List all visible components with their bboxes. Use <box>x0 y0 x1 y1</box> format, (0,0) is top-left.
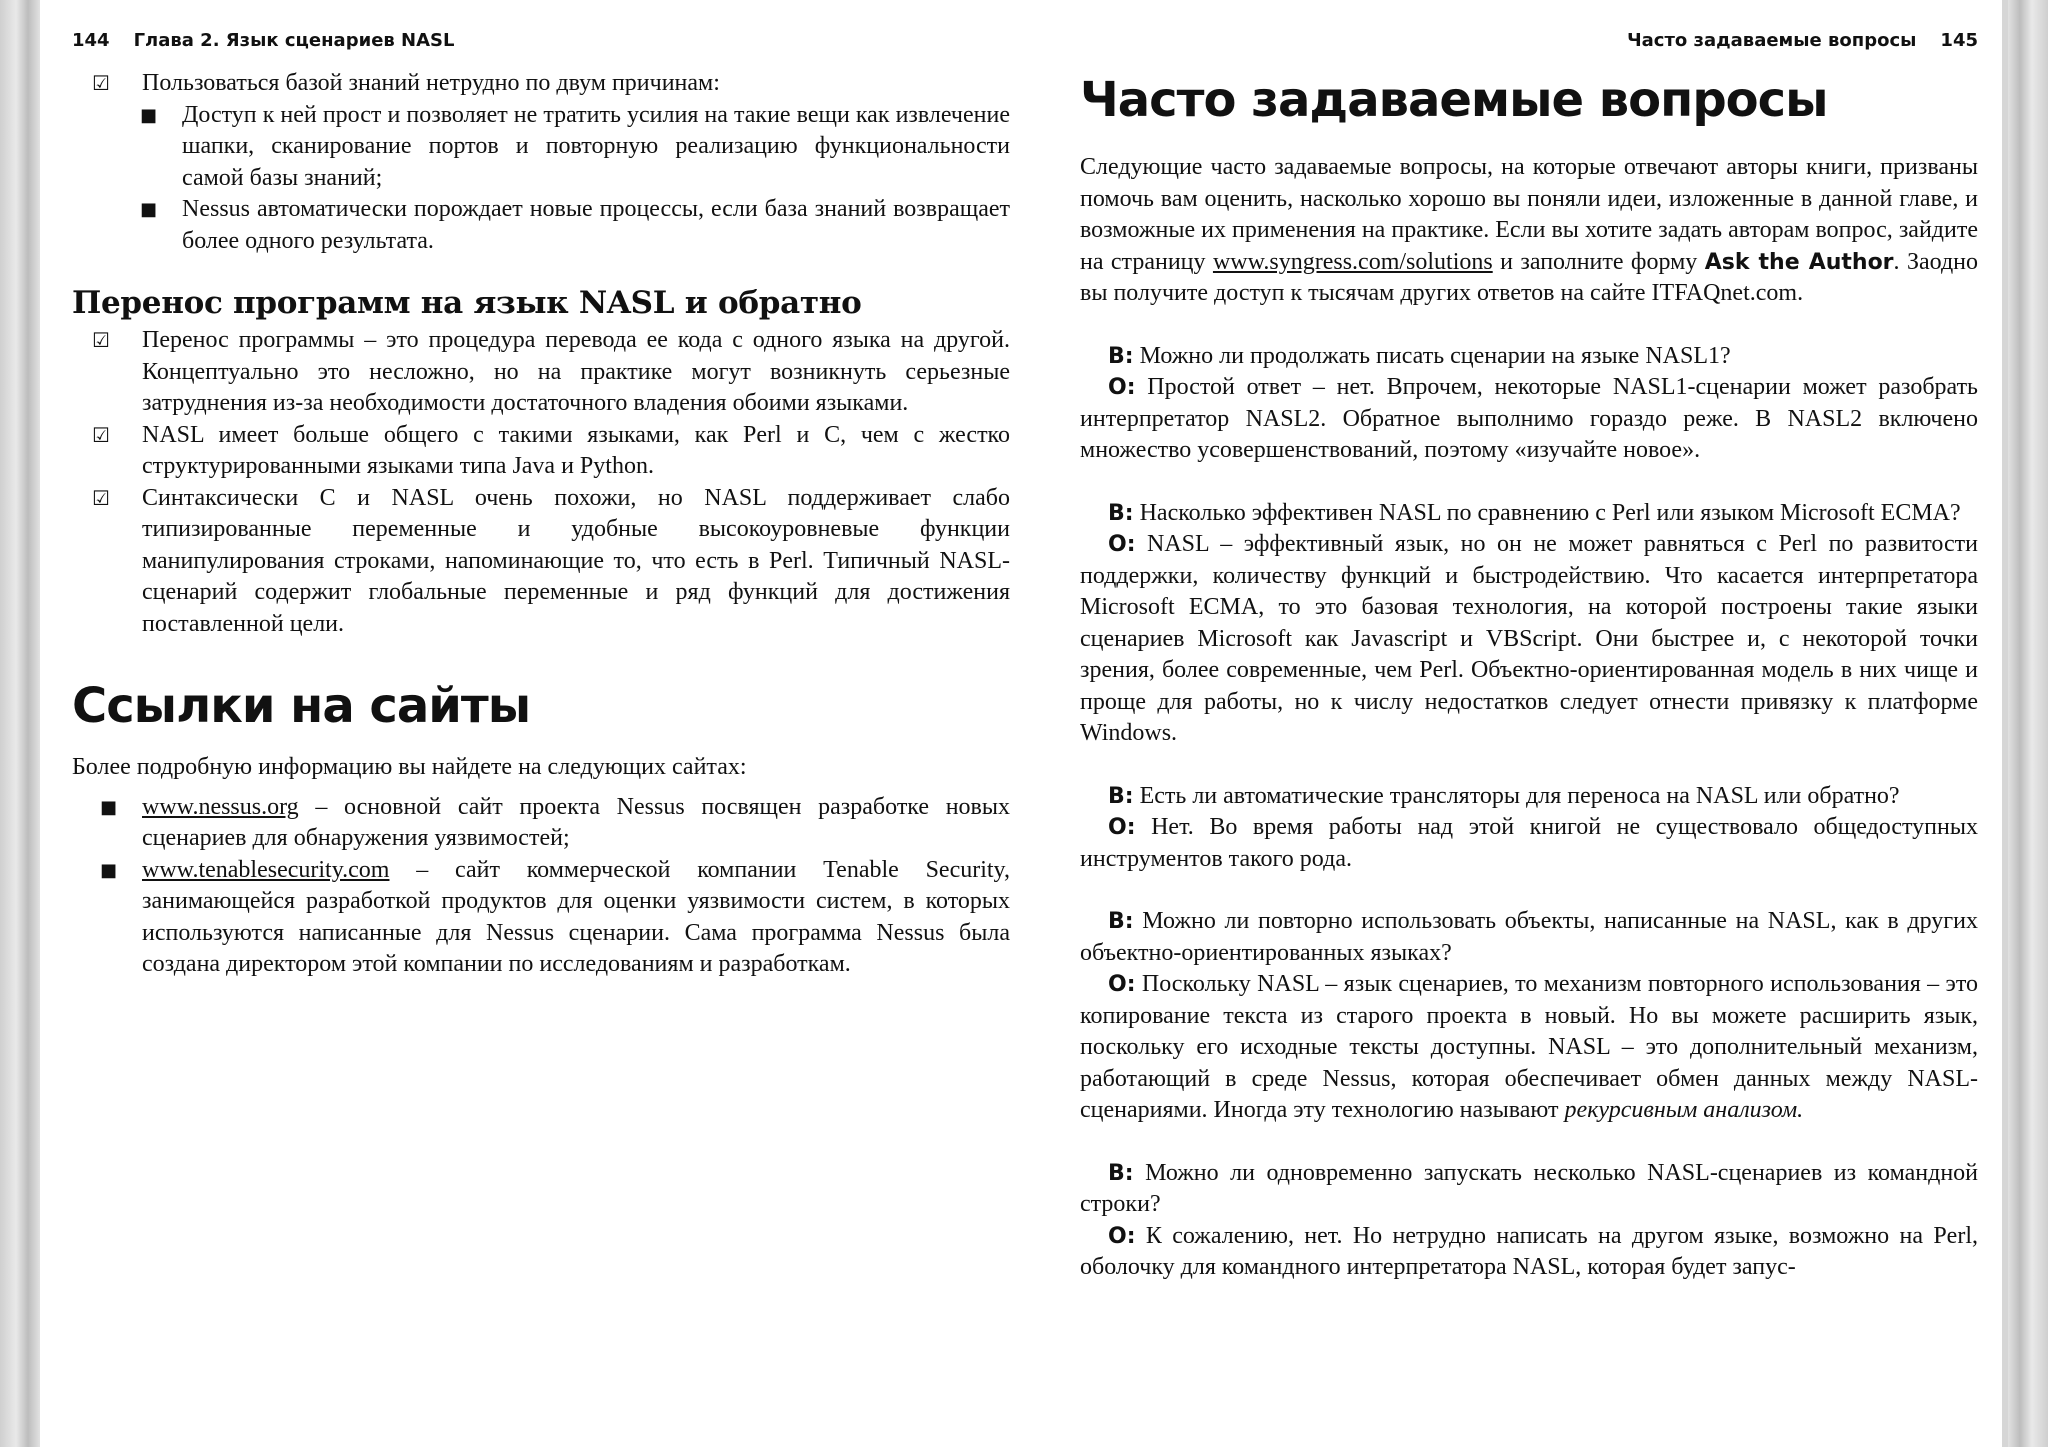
left-page-body <box>72 68 1010 981</box>
right-page <box>1080 0 1978 1447</box>
checkbox-icon: ☑ <box>92 422 110 447</box>
square-bullet-icon: ■ <box>140 199 158 220</box>
checkbox-icon: ☑ <box>92 485 110 510</box>
faq-question: В: Можно ли продолжать писать сценарии на языке NASL1? <box>1108 342 1731 369</box>
faq-answer: О: Нет. Во время работы над этой книгой не существовало общедоступных инструментов такого рода. <box>1080 814 1978 872</box>
porting-item: ☑ Перенос программы – это процедура перевода ее кода с одного языка на другой. Концептуально это несложно, но на практике могут возникнуть серьезные затруднения из-за необходимости достаточного владения обоими языками. <box>92 327 1010 416</box>
right-page-body <box>1080 70 1978 1284</box>
chapter-title: Глава 2. Язык сценариев NASL <box>133 30 455 51</box>
kb-intro-item: ☑ Пользоваться базой знаний нетрудно по двум причинам: <box>72 68 1010 100</box>
links-heading: Ссылки на сайты <box>72 678 531 734</box>
faq-question: В: Можно ли одновременно запускать несколько NASL-сценариев из командной строки? <box>1080 1159 1978 1217</box>
faq-entry <box>1080 1158 1978 1284</box>
square-bullet-icon: ■ <box>100 796 118 818</box>
square-bullet-icon: ■ <box>100 859 118 881</box>
link-nessus[interactable]: www.nessus.org <box>142 793 299 820</box>
link-item: ■ www.tenablesecurity.com – сайт коммерческой компании Tenable Security, занимающейся разработкой продуктов для оценки уязвимости систем, в которых используются написанные для Nessus сценарии. Сама программа Nessus была создана директором этой компании по исследованиям и разработкам. <box>100 856 1010 977</box>
faq-answer: О: Поскольку NASL – язык сценариев, то механизм повторного использования – это копирование текста из старого проекта в новый. Но вы можете расширить язык, поскольку его исходные тексты доступны. NASL – это дополнительный механизм, работающий в среде Nessus, которая обеспечивает обмен данных между NASL-сценариями. Иногда эту технологию называют рекурсивным анализом. <box>1080 971 1978 1123</box>
faq-intro: Следующие часто задаваемые вопросы, на которые отвечают авторы книги, призваны помочь вам оценить, насколько хорошо вы поняли идеи, изложенные в данной главе, и возможные их применения на практике. Если вы хотите задать авторам вопрос, зайдите на страницу www.syngress.com/solutions и заполните форму Ask the Author. Заодно вы получите доступ к тысячам других ответов на сайте ITFAQnet.com. <box>1080 154 1978 306</box>
right-running-head <box>1080 30 1978 54</box>
faq-answer: О: Простой ответ – нет. Впрочем, некоторые NASL1-сценарии может разобрать интерпретатор NASL2. Обратное выполнимо гораздо реже. В NASL2 включено множество усовершенствований, поэтому «изучайте новое». <box>1080 374 1978 463</box>
faq-question: В: Насколько эффективен NASL по сравнению с Perl или языком Microsoft ECMA? <box>1108 499 1961 526</box>
checkbox-icon: ☑ <box>92 71 110 95</box>
kb-sub-item: ■ Доступ к ней прост и позволяет не тратить усилия на такие вещи как извлечение шапки, сканирование портов и повторную реализацию функциональности самой базы знаний; <box>140 101 1010 191</box>
faq-entry <box>1080 906 1978 1127</box>
link-tenablesecurity[interactable]: www.tenablesecurity.com <box>142 856 390 883</box>
faq-entry <box>1080 781 1978 876</box>
faq-entry <box>1080 498 1978 750</box>
faq-heading: Часто задаваемые вопросы <box>1080 72 1828 128</box>
faq-question: В: Есть ли автоматические трансляторы для переноса на NASL или обратно? <box>1108 782 1900 809</box>
square-bullet-icon: ■ <box>140 104 158 126</box>
left-page <box>72 0 1010 1447</box>
faq-answer: О: К сожалению, нет. Но нетрудно написать на другом языке, возможно на Perl, оболочку для командного интерпретатора NASL, которая будет запус- <box>1080 1222 1978 1280</box>
book-spread <box>40 0 2002 1447</box>
ask-the-author: Ask the Author <box>1704 249 1894 275</box>
porting-item: ☑ Синтаксически C и NASL очень похожи, но NASL поддерживает слабо типизированные переменные и удобные высокоуровневые функции манипулирования строками, напоминающие то, что есть в Perl. Типичный NASL-сценарий содержит глобальные переменные и ряд функций для достижения поставленной цели. <box>92 484 1010 637</box>
page-number-right: 145 <box>1940 30 1978 51</box>
page-number-left: 144 <box>72 30 110 51</box>
faq-question: В: Можно ли повторно использовать объекты, написанные на NASL, как в других объектно-ориентированных языках? <box>1080 908 1978 966</box>
left-page-edge <box>0 0 40 1447</box>
faq-answer: О: NASL – эффективный язык, но он не может равняться с Perl по развитости поддержки, количеству функций и быстродействию. Что касается интерпретатора Microsoft ECMA, то это базовая технология, на которой построены такие языки сценариев Microsoft как Javascript и VBScript. Они быстрее и, с некоторой точки зрения, более современные, чем Perl. Объектно-ориентированная модель в них чище и проще для работы, но к числу недостатков следует отнести привязку к платформе Windows. <box>1080 531 1978 746</box>
left-running-head <box>72 30 1010 54</box>
porting-item: ☑ NASL имеет больше общего с такими языками, как Perl и C, чем с жестко структурированными языками типа Java и Python. <box>92 421 1010 479</box>
section-title: Часто задаваемые вопросы <box>1627 30 1917 51</box>
right-page-edge <box>2008 0 2048 1447</box>
checkbox-icon: ☑ <box>92 328 110 352</box>
links-intro: Более подробную информацию вы найдете на следующих сайтах: <box>72 754 747 780</box>
porting-heading: Перенос программ на язык NASL и обратно <box>72 285 862 321</box>
link-syngress[interactable]: www.syngress.com/solutions <box>1212 248 1493 275</box>
link-item: ■ www.nessus.org – основной сайт проекта Nessus посвящен разработке новых сценариев для обнаружения уязвимостей; <box>100 793 1010 851</box>
kb-sub-item: ■ Nessus автоматически порождает новые процессы, если база знаний возвращает более одного результата. <box>140 196 1010 254</box>
faq-entry <box>1080 341 1978 467</box>
